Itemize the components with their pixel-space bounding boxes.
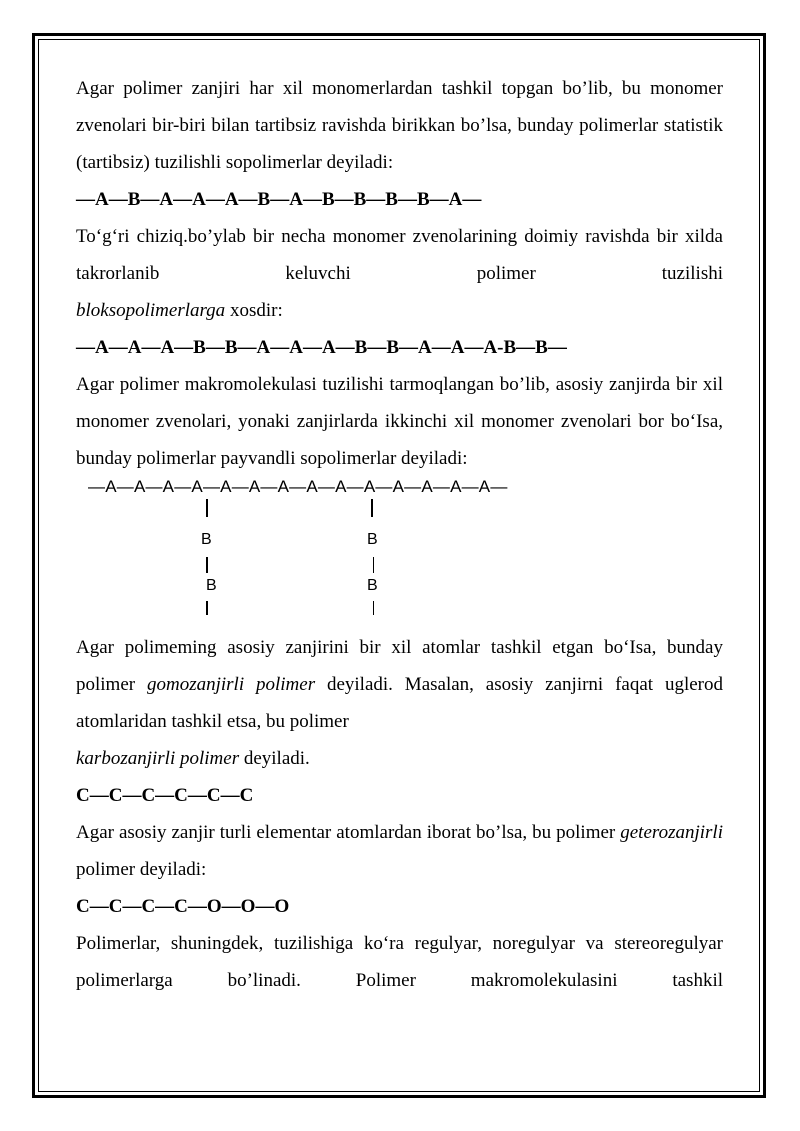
text-deyiladi: deyiladi.	[239, 748, 310, 769]
document-body	[76, 70, 723, 999]
paragraph-homochain	[76, 629, 723, 777]
graft-bond-1c	[206, 601, 208, 615]
graft-bond-2a	[371, 499, 373, 517]
graft-bond-1a	[206, 499, 208, 517]
graft-bond-2c	[373, 601, 374, 615]
term-gomozanjirli: gomozanjirli polimer	[146, 674, 316, 695]
paragraph-block-copolymers-text: To‘g‘ri chiziq.bo’ylab bir necha monomer zvenolarining doimiy ravishda bir xilda takrorlanib keluvchi polimer tuzilishi	[76, 226, 723, 284]
text-heterochain-intro: Agar asosiy zanjir turli elementar atomlardan iborat bo’lsa, bu polimer	[76, 822, 621, 843]
paragraph-heterochain	[76, 814, 723, 888]
formula-statistical: —A—B—A—A—A—B—A—B—B—B—B—A—	[76, 189, 482, 210]
formula-block: —A—A—A—B—B—A—A—A—B—B—A—A—A-B—B—	[76, 337, 567, 358]
graft-bond-2b	[373, 557, 374, 573]
text-homochain-intro: Agar polimeming asosiy zanjirini bir xil atomlar tashkil etgan bo‘Isa, bunday polimer	[76, 637, 723, 695]
graft-branch2-unit2: B	[367, 577, 378, 594]
term-geterozanjirli: geterozanjirli	[620, 822, 723, 843]
formula-heterochain: C—C—C—C—O—O—O	[76, 896, 290, 917]
graft-branch2-unit1: B	[367, 531, 378, 548]
text-heterochain-end: polimer deyiladi:	[76, 859, 207, 880]
formula-carbochain: C—C—C—C—C—C	[76, 785, 254, 806]
graft-bond-1b	[206, 557, 208, 573]
text-homochain-example: deyiladi. Masalan, asosiy zanjirni faqat uglerod atomlaridan tashkil etsa, bu polimer	[76, 674, 723, 732]
graft-main-chain: —A—A—A—A—A—A—A—A—A—A—A—A—A—A—	[88, 477, 508, 496]
graft-branch1-unit1: B	[201, 531, 212, 548]
paragraph-statistical-copolymers: Agar polimer zanjiri har xil monomerlardan tashkil topgan bo’lib, bu monomer zvenolari bir-biri bilan tartibsiz ravishda birikkan bo’lsa, bunday polimerlar statistik (tartibsiz) tuzilishli sopolimerlar deyiladi:	[76, 78, 723, 173]
graft-branch1-unit2: B	[206, 577, 217, 594]
graft-copolymer-diagram	[76, 477, 723, 629]
text-xosdir: xosdir:	[225, 300, 283, 321]
term-karbozanjirli: karbozanjirli polimer	[76, 748, 240, 769]
term-bloksopolimerlar: bloksopolimerlarga	[76, 300, 226, 321]
paragraph-block-copolymers-end	[76, 292, 723, 329]
paragraph-graft-copolymers: Agar polimer makromolekulasi tuzilishi tarmoqlangan bo’lib, asosiy zanjirda bir xil monomer zvenolari, yonaki zanjirlarda ikkinchi xil monomer zvenolari bor bo‘Isa, bunday polimerlar payvandli sopolimerlar deyiladi:	[76, 374, 723, 469]
paragraph-regularity: Polimerlar, shuningdek, tuzilishiga ko‘ra regulyar, noregulyar va stereoregulyar polimerlarga bo’linadi. Polimer makromolekulasini tashkil	[76, 933, 723, 991]
